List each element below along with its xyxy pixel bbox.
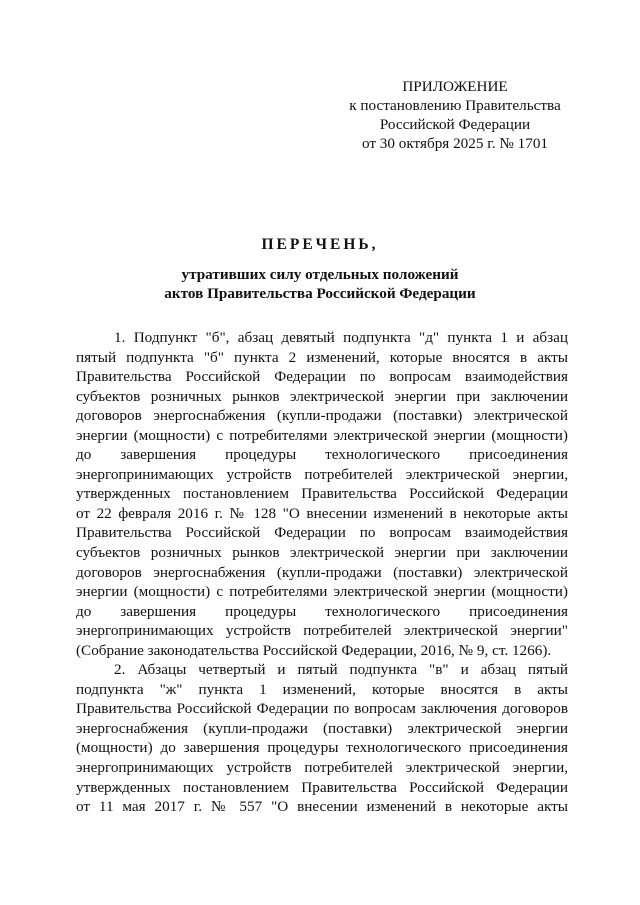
paragraph-1-line: утвержденных постановлением Правительства Российской Федерации (76, 485, 568, 503)
paragraph-1-line: субъектов розничных рынков электрической энергии при заключении (76, 387, 568, 405)
annex-line-federation: Российской Федерации (379, 116, 531, 133)
paragraph-2-line: 2. Абзацы четвертый и пятый подпункта "в" и абзац пятый (114, 661, 568, 679)
paragraph-1-line: энергии (мощности) с потребителями электрической энергии (мощности) (76, 583, 568, 601)
paragraph-1-line: субъектов розничных рынков электрической энергии при заключении (76, 544, 568, 562)
paragraph-2-line: от 11 мая 2017 г. № 557 "О внесении изменений в некоторые акты (76, 798, 568, 816)
annex-line-date: от 30 октября 2025 г. № 1701 (361, 135, 549, 152)
paragraph-1-line: от 22 февраля 2016 г. № 128 "О внесении изменений в некоторые акты (76, 504, 568, 522)
paragraph-2-line: утвержденных постановлением Правительства Российской Федерации (76, 778, 568, 796)
document-subtitle (0, 265, 640, 303)
subtitle-line-2: актов Правительства Российской Федерации (164, 285, 476, 302)
paragraph-2-line: подпункта "ж" пункта 1 изменений, которые вносятся в акты (76, 680, 568, 698)
document-body (76, 328, 568, 817)
paragraph-1-line: до завершения процедуры технологического присоединения (76, 602, 568, 620)
annex-line-decree: к постановлению Правительства (349, 97, 561, 114)
document-title: ПЕРЕЧЕНЬ, (261, 236, 379, 253)
paragraph-1-line: до завершения процедуры технологического присоединения (76, 446, 568, 464)
paragraph-1-line: энергопринимающих устройств потребителей электрической энергии, (76, 465, 568, 483)
paragraph-1-line: Правительства Российской Федерации по вопросам взаимодействия (76, 368, 568, 386)
subtitle-line-1: утративших силу отдельных положений (181, 266, 459, 283)
paragraph-2-line: (мощности) до завершения процедуры технологического присоединения (76, 739, 568, 757)
paragraph-1-line: энергопринимающих устройств потребителей электрической энергии" (76, 622, 568, 640)
paragraph-2-line: энергопринимающих устройств потребителей электрической энергии, (76, 759, 568, 777)
paragraph-1-line: энергии (мощности) с потребителями электрической энергии (мощности) (76, 426, 568, 444)
annex-block (330, 77, 580, 153)
paragraph-1-line: 1. Подпункт "б", абзац девятый подпункта "д" пункта 1 и абзац (114, 329, 568, 346)
paragraph-2-line: энергоснабжения (купли-продажи (поставки) электрической энергии (76, 719, 568, 737)
paragraph-2-line: Правительства Российской Федерации по вопросам заключения договоров (76, 700, 568, 718)
paragraph-1-line: договоров энергоснабжения (купли-продажи (поставки) электрической (76, 563, 568, 581)
annex-heading: ПРИЛОЖЕНИЕ (402, 78, 508, 95)
paragraph-1-line: Правительства Российской Федерации по вопросам взаимодействия (76, 524, 568, 542)
paragraph-1-line: договоров энергоснабжения (купли-продажи (поставки) электрической (76, 407, 568, 425)
paragraph-1-line: (Собрание законодательства Российской Федерации, 2016, № 9, ст. 1266). (76, 641, 552, 659)
paragraph-1-line: пятый подпункта "б" пункта 2 изменений, которые вносятся в акты (76, 348, 568, 366)
